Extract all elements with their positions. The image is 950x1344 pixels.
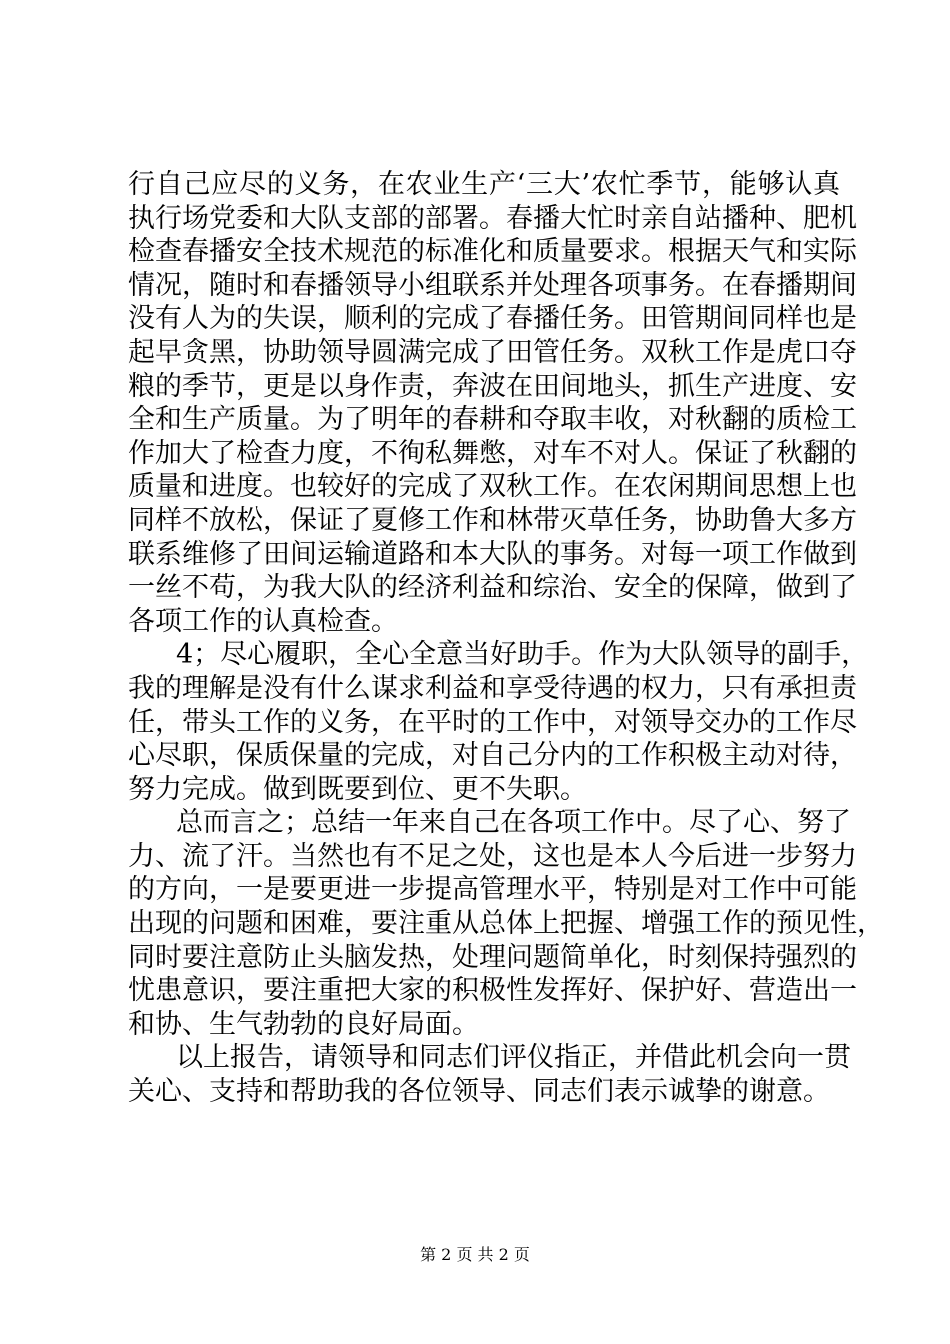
text-line: 任，带头工作的义务，在平时的工作中，对领导交办的工作尽: [128, 706, 857, 738]
page-footer: [0, 1244, 950, 1266]
text-line: 努力完成。做到既要到位、更不失职。: [128, 773, 587, 805]
text-line: 出现的问题和困难，要注重从总体上把握、增强工作的预见性，: [128, 908, 884, 940]
text-line: 4；尽心履职，全心全意当好助手。作为大队领导的副手，: [176, 639, 869, 671]
text-line: 起早贪黑，协助领导圆满完成了田管任务。双秋工作是虎口夺: [128, 336, 857, 368]
text-line: 总而言之；总结一年来自己在各项工作中。尽了心、努了: [176, 807, 851, 839]
text-line: 力、流了汗。当然也有不足之处，这也是本人今后进一步努力: [128, 840, 857, 872]
text-line: 同时要注意防止头脑发热，处理问题简单化，时刻保持强烈的: [128, 941, 857, 973]
text-line: 的方向，一是要更进一步提高管理水平，特别是对工作中可能: [128, 874, 857, 906]
text-line: 粮的季节，更是以身作责，奔波在田间地头，抓生产进度、安: [128, 370, 857, 402]
text-line: 一丝不苟，为我大队的经济利益和综治、安全的保障，做到了: [128, 572, 857, 604]
text-line: 检查春播安全技术规范的标准化和质量要求。根据天气和实际: [128, 236, 857, 268]
text-line: 执行场党委和大队支部的部署。春播大忙时亲自站播种、肥机: [128, 202, 857, 234]
text-line: 我的理解是没有什么谋求利益和享受待遇的权力，只有承担责: [128, 672, 857, 704]
document-body: [128, 168, 884, 1109]
text-line: 全和生产质量。为了明年的春耕和夺取丰收，对秋翻的质检工: [128, 404, 857, 436]
page-number-label: 第 2 页 共 2 页: [420, 1245, 530, 1264]
text-line: 联系维修了田间运输道路和本大队的事务。对每一项工作做到: [128, 538, 857, 570]
text-line: 心尽职，保质保量的完成，对自己分内的工作积极主动对待，: [128, 740, 857, 772]
text-line: 质量和进度。也较好的完成了双秋工作。在农闲期间思想上也: [128, 471, 857, 503]
text-line: 以上报告，请领导和同志们评仪指正，并借此机会向一贯: [176, 1042, 851, 1074]
text-line: 忧患意识，要注重把大家的积极性发挥好、保护好、营造出一: [128, 975, 857, 1007]
text-line: 没有人为的失误，顺利的完成了春播任务。田管期间同样也是: [128, 303, 857, 335]
text-line: 作加大了检查力度，不徇私舞憋，对车不对人。保证了秋翻的: [128, 437, 857, 469]
text-line: 关心、支持和帮助我的各位领导、同志们表示诚挚的谢意。: [128, 1076, 830, 1108]
text-line: 情况，随时和春播领导小组联系并处理各项事务。在春播期间: [128, 269, 857, 301]
text-line: 和协、生气勃勃的良好局面。: [128, 1008, 479, 1040]
text-line: 行自己应尽的义务，在农业生产‘三大’农忙季节，能够认真: [128, 169, 840, 200]
text-line: 各项工作的认真检查。: [128, 605, 398, 637]
text-line: 同样不放松，保证了夏修工作和林带灭草任务，协助鲁大多方: [128, 504, 857, 536]
